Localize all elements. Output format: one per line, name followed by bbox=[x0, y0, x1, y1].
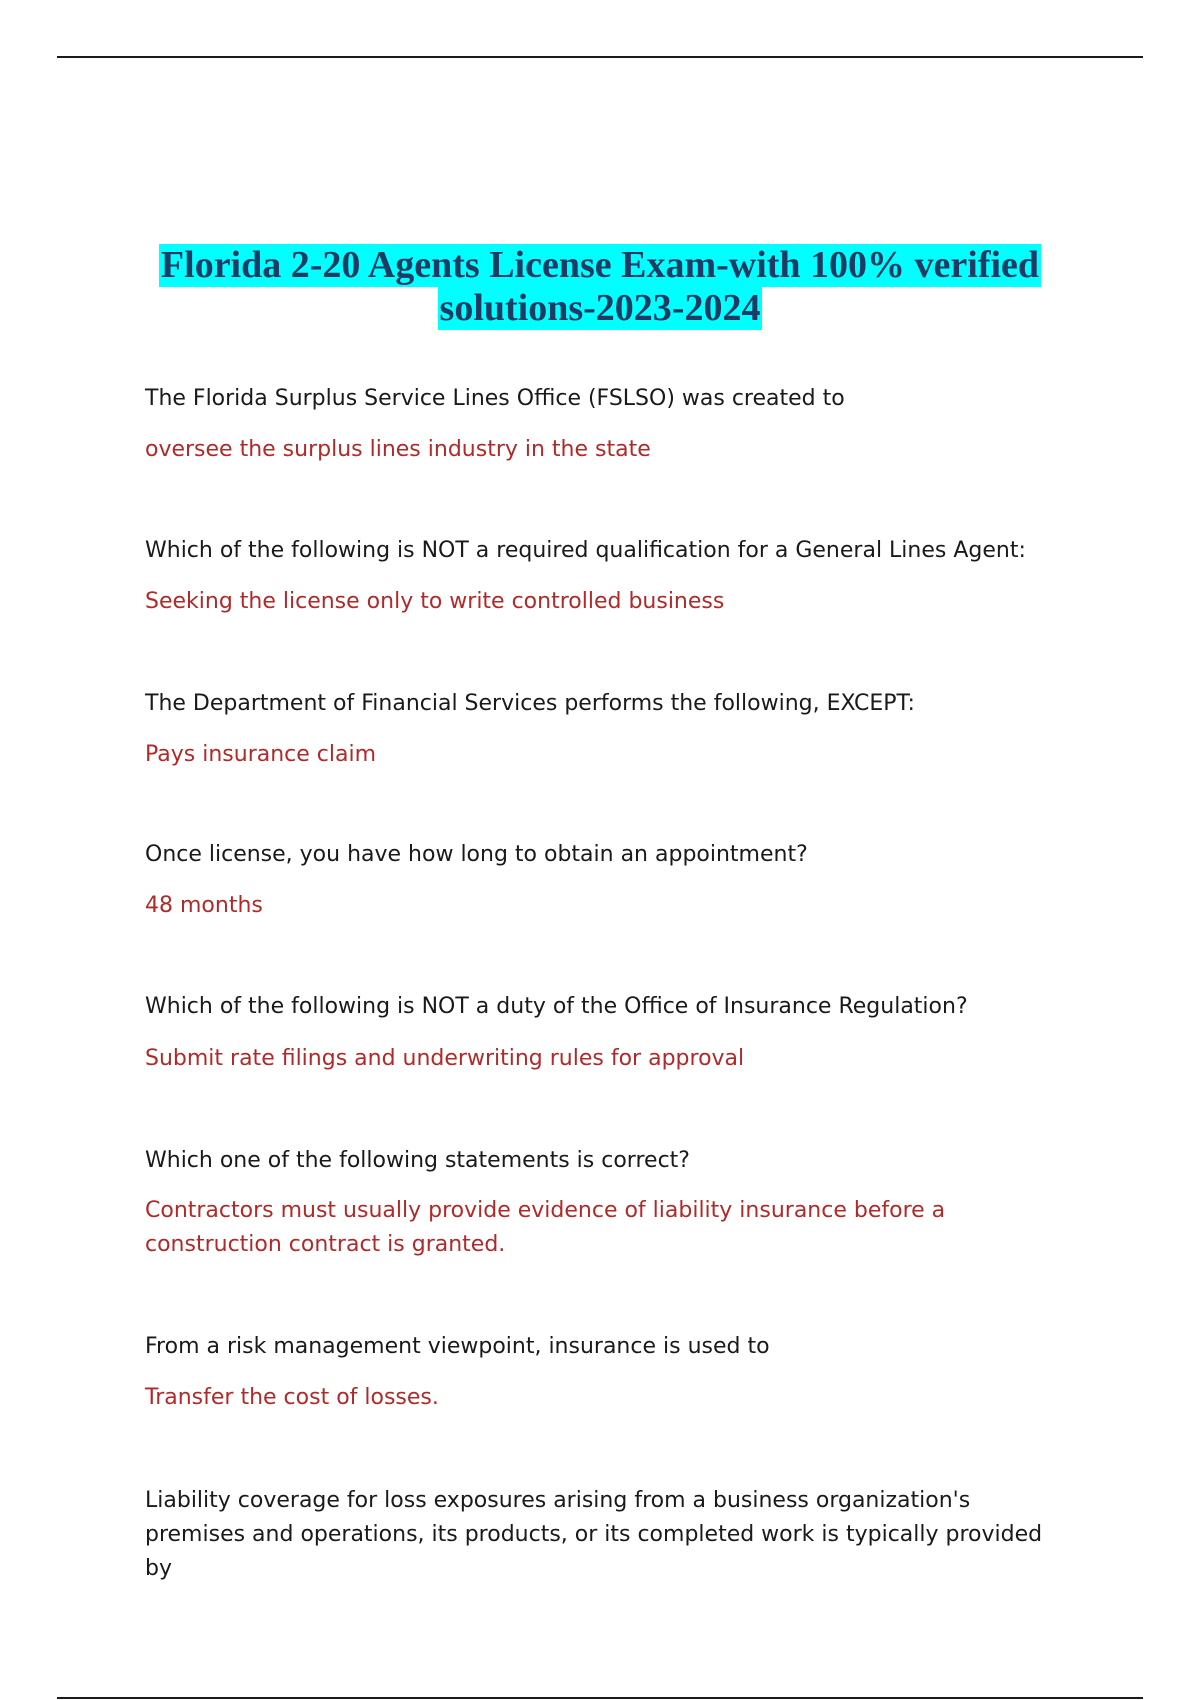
question: The Florida Surplus Service Lines Office (FSLSO) was created to bbox=[145, 386, 845, 411]
answer: Seeking the license only to write controlled business bbox=[145, 589, 725, 614]
question: Which of the following is NOT a duty of the Office of Insurance Regulation? bbox=[145, 994, 968, 1019]
answer: Transfer the cost of losses. bbox=[145, 1385, 439, 1410]
answer: 48 months bbox=[145, 893, 263, 918]
answer: oversee the surplus lines industry in the state bbox=[145, 437, 651, 462]
answer: Contractors must usually provide evidence of liability insurance before a construction contract is granted. bbox=[145, 1198, 946, 1257]
qa-item-6 bbox=[145, 1144, 1075, 1262]
question: Liability coverage for loss exposures arising from a business organization's premises and operations, its products, or its completed work is typically provided by bbox=[145, 1488, 1043, 1581]
document-title bbox=[0, 244, 1200, 330]
question: Which one of the following statements is correct? bbox=[145, 1148, 690, 1173]
answer: Pays insurance claim bbox=[145, 742, 377, 767]
qa-item-5 bbox=[145, 990, 1075, 1076]
bottom-rule bbox=[57, 1697, 1143, 1699]
question: From a risk management viewpoint, insurance is used to bbox=[145, 1334, 770, 1359]
question: Which of the following is NOT a required qualification for a General Lines Agent: bbox=[145, 538, 1026, 563]
question: Once license, you have how long to obtain an appointment? bbox=[145, 842, 808, 867]
qa-item-1 bbox=[145, 382, 1075, 467]
qa-item-8 bbox=[145, 1484, 1075, 1586]
qa-item-7 bbox=[145, 1330, 1075, 1415]
question: The Department of Financial Services performs the following, EXCEPT: bbox=[145, 691, 915, 716]
title-line-2: solutions-2023-2024 bbox=[439, 287, 761, 329]
title-line-1: Florida 2-20 Agents License Exam-with 100% verified bbox=[160, 244, 1040, 286]
answer: Submit rate filings and underwriting rules for approval bbox=[145, 1046, 745, 1071]
qa-item-2 bbox=[145, 534, 1075, 619]
top-rule bbox=[57, 56, 1143, 58]
qa-item-4 bbox=[145, 838, 1075, 923]
qa-item-3 bbox=[145, 687, 1075, 772]
